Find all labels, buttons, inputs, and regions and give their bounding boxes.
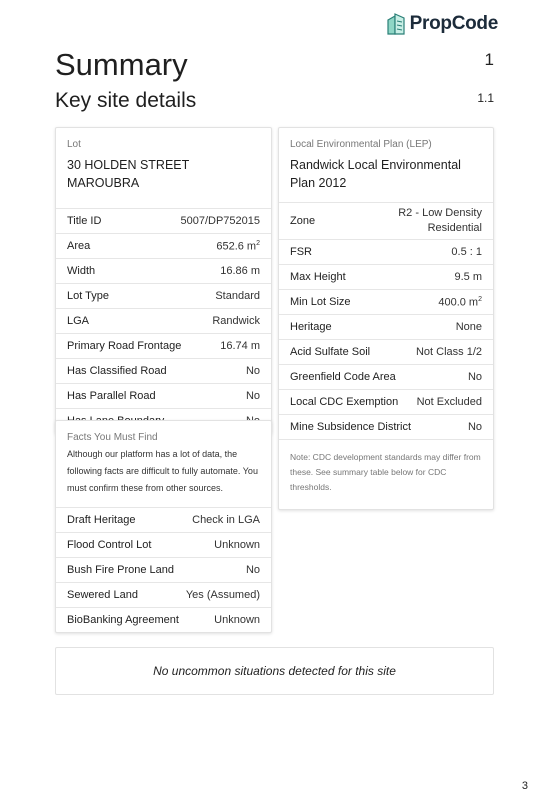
table-row	[56, 582, 271, 607]
row-value-text: No	[245, 564, 260, 576]
row-key: Mine Subsidence District	[290, 421, 412, 433]
row-value-text: 16.86 m	[220, 265, 260, 277]
row-value-text: 16.74 m	[220, 340, 260, 352]
row-value-text: Standard	[215, 290, 260, 302]
row-key: Width	[67, 265, 96, 277]
row-value	[456, 321, 482, 333]
row-value	[454, 271, 482, 283]
row-value	[468, 371, 482, 383]
table-row	[279, 264, 493, 289]
row-value	[246, 564, 260, 576]
row-value-text: R2 - Low Density Residential	[398, 207, 482, 234]
table-row	[56, 607, 271, 632]
row-value	[451, 246, 482, 258]
row-key: LGA	[67, 315, 90, 327]
brand-logo	[386, 12, 498, 36]
row-value	[416, 346, 482, 358]
unit-exponent: 2	[478, 295, 482, 303]
row-key: Local CDC Exemption	[290, 396, 399, 408]
lep-card	[278, 127, 494, 510]
footer-page-number: 3	[521, 780, 528, 792]
row-value-text: 5007/DP752015	[180, 215, 260, 227]
brand-name: PropCode	[409, 13, 498, 34]
row-value-text: No	[245, 365, 260, 377]
table-row	[56, 507, 271, 532]
row-value-text: Check in LGA	[192, 514, 260, 526]
row-key: Area	[67, 240, 91, 252]
table-row	[279, 339, 493, 364]
table-row	[279, 389, 493, 414]
facts-label: Facts You Must Find	[67, 432, 158, 443]
row-key: Has Classified Road	[67, 365, 167, 377]
lep-name: Randwick Local Environmental Plan 2012	[290, 158, 461, 190]
row-value	[468, 421, 482, 433]
row-value-text: No	[467, 421, 482, 433]
table-row	[279, 289, 493, 314]
row-value	[214, 539, 260, 551]
lot-card	[55, 127, 272, 434]
table-row	[279, 414, 493, 439]
table-row	[279, 202, 493, 239]
facts-description: Although our platform has a lot of data, the following facts are difficult to fully automate. You must confirm these from other sources.	[67, 449, 258, 493]
row-key: Zone	[290, 215, 316, 227]
row-value	[387, 206, 482, 236]
table-row	[56, 383, 271, 408]
row-key: FSR	[290, 246, 312, 258]
row-value	[216, 240, 260, 253]
row-value-text: 9.5 m	[454, 271, 482, 283]
row-value-text: 652.6 m	[216, 240, 257, 253]
row-value	[417, 396, 482, 408]
lep-label: Local Environmental Plan (LEP)	[290, 139, 432, 150]
row-value	[220, 340, 260, 352]
row-value	[186, 589, 260, 601]
row-value-text: Not Class 1/2	[415, 346, 482, 358]
row-value	[180, 215, 260, 227]
row-value-text: Randwick	[212, 315, 260, 327]
table-row	[56, 208, 271, 233]
row-key: Heritage	[290, 321, 332, 333]
row-key: Max Height	[290, 271, 346, 283]
facts-card	[55, 420, 272, 633]
table-row	[56, 233, 271, 258]
page-number: 1	[484, 50, 494, 69]
row-value-text: Unknown	[214, 614, 260, 626]
table-row	[56, 283, 271, 308]
section-title: Key site details	[55, 89, 197, 112]
row-value	[192, 514, 260, 526]
row-value-text: 0.5 : 1	[451, 246, 482, 258]
row-key: Title ID	[67, 215, 102, 227]
row-value-text: None	[455, 321, 482, 333]
lot-label: Lot	[67, 139, 81, 150]
unit-exponent: 2	[256, 239, 260, 247]
row-key: Flood Control Lot	[67, 539, 152, 551]
uncommon-situations-banner: No uncommon situations detected for this site	[55, 647, 494, 695]
row-value	[220, 265, 260, 277]
table-row	[56, 358, 271, 383]
lot-address: 30 HOLDEN STREET MAROUBRA	[67, 158, 190, 190]
row-value-text: Unknown	[214, 539, 260, 551]
row-key: Lot Type	[67, 290, 109, 302]
section-number: 1.1	[477, 91, 494, 105]
row-value-text: Not Excluded	[416, 396, 482, 408]
table-row	[56, 258, 271, 283]
row-value	[215, 290, 260, 302]
table-row	[279, 239, 493, 264]
row-key: Greenfield Code Area	[290, 371, 396, 383]
table-row	[279, 364, 493, 389]
table-row	[279, 314, 493, 339]
row-value	[214, 614, 260, 626]
row-value-text: 400.0 m	[438, 296, 479, 309]
row-key: Sewered Land	[67, 589, 138, 601]
table-row	[56, 532, 271, 557]
row-value-text: Yes (Assumed)	[185, 589, 260, 601]
row-value-text: No	[245, 390, 260, 402]
row-value-text: No	[467, 371, 482, 383]
buildings-logo-icon	[386, 12, 406, 36]
table-row	[56, 333, 271, 358]
row-value	[212, 315, 260, 327]
table-row	[56, 557, 271, 582]
row-key: Draft Heritage	[67, 514, 136, 526]
row-key: Primary Road Frontage	[67, 340, 182, 352]
row-value	[246, 365, 260, 377]
row-key: Acid Sulfate Soil	[290, 346, 371, 358]
row-value	[246, 390, 260, 402]
row-key: BioBanking Agreement	[67, 614, 179, 626]
row-key: Has Parallel Road	[67, 390, 156, 402]
row-key: Bush Fire Prone Land	[67, 564, 175, 576]
row-value	[438, 296, 482, 309]
row-key: Min Lot Size	[290, 296, 351, 308]
table-row	[56, 308, 271, 333]
page-title: Summary	[55, 47, 188, 82]
lep-note: Note: CDC development standards may differ from these. See summary table below for CDC thresholds.	[279, 439, 493, 509]
